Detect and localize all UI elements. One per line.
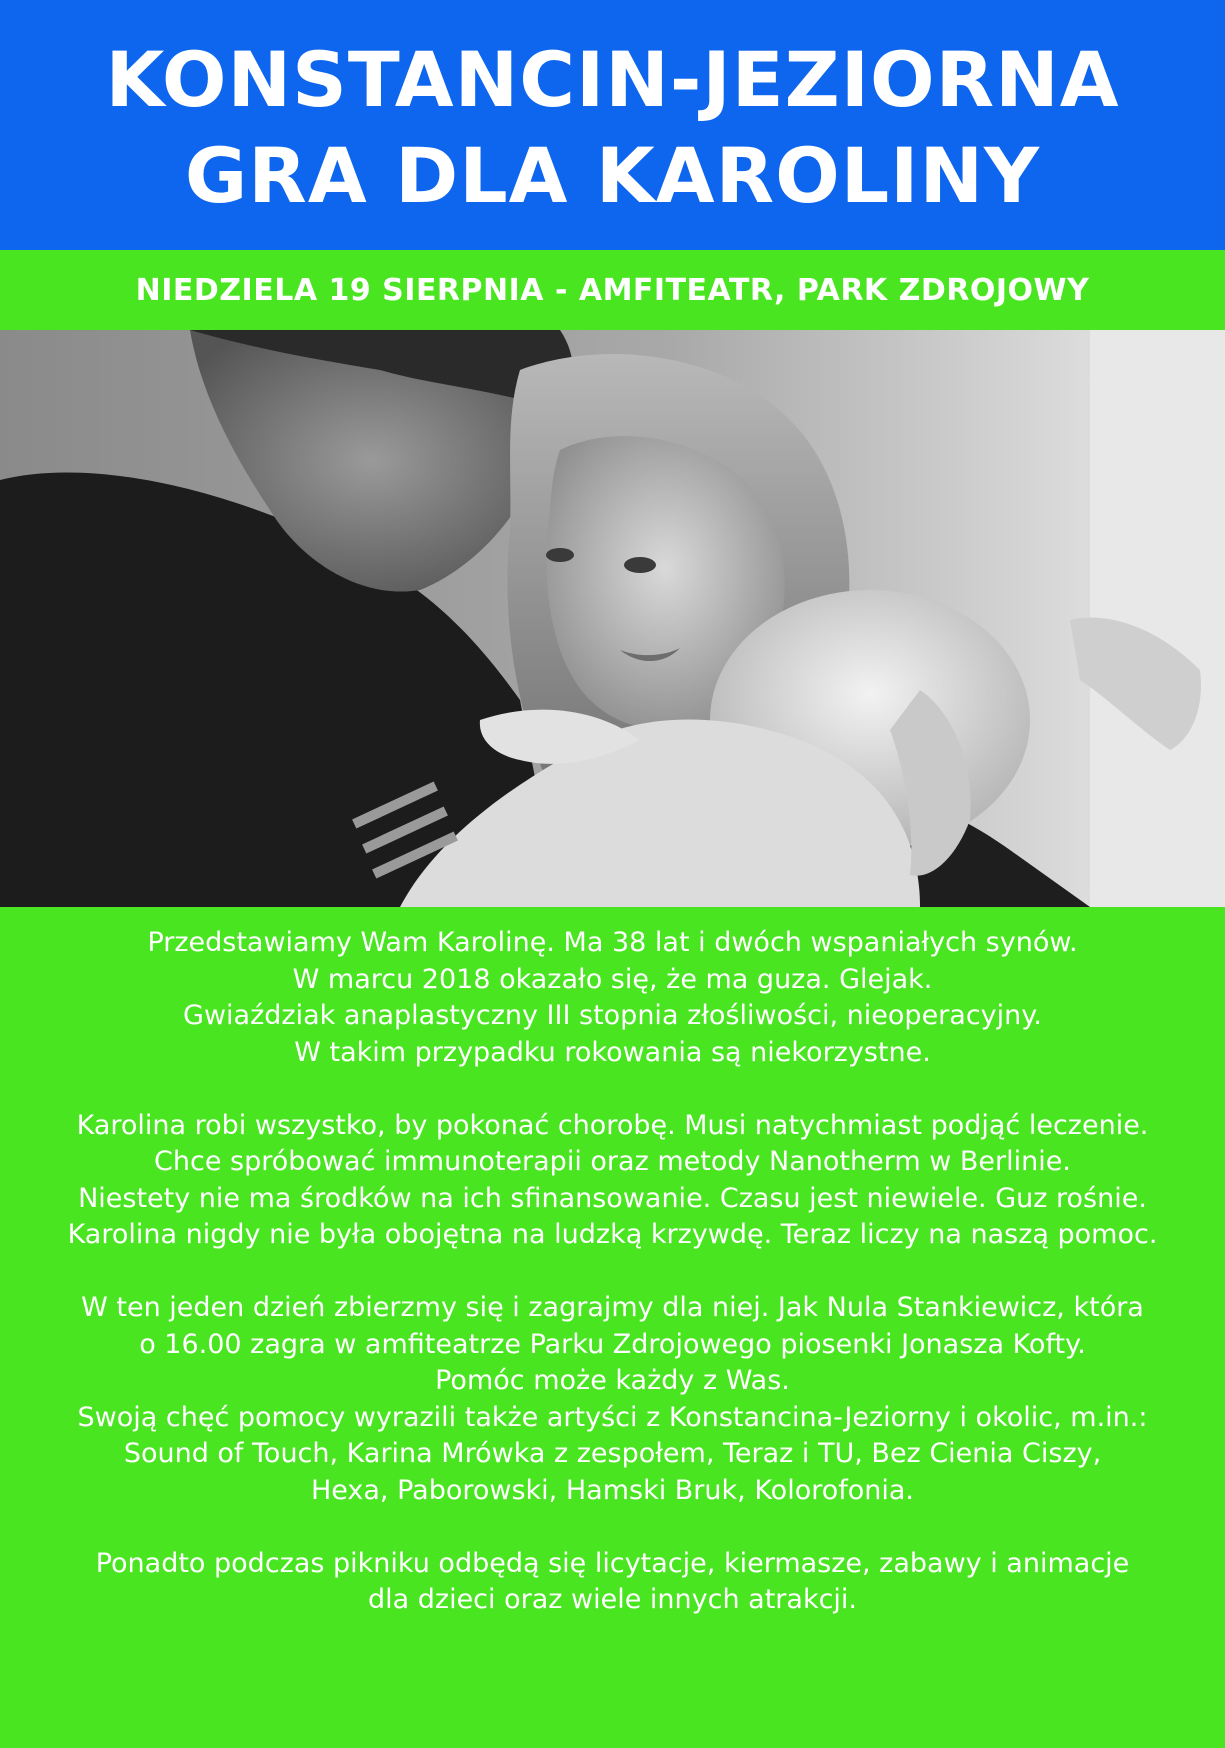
body-line: Gwiaździak anaplastyczny III stopnia złośliwości, nieoperacyjny. <box>183 1000 1042 1031</box>
body-line: Hexa, Paborowski, Hamski Bruk, Kolorofonia. <box>310 1474 915 1506</box>
header-banner <box>0 0 1225 250</box>
body-line: W takim przypadku rokowania są niekorzystne. <box>294 1036 931 1068</box>
body-line: Swoją chęć pomocy wyrazili także artyści z Konstancina-Jeziorny i okolic, m.in.: <box>77 1401 1148 1433</box>
title-line-1: KONSTANCIN-JEZIORNA <box>105 35 1120 124</box>
body-line: Chce spróbować immunoterapii oraz metody Nanotherm w Berlinie. <box>154 1146 1071 1177</box>
body-line: dla dzieci oraz wiele innych atrakcji. <box>367 1584 858 1615</box>
body-line: Ponadto podczas pikniku odbędą się licytacje, kiermasze, zabawy i animacje <box>95 1547 1130 1579</box>
description-text <box>0 925 1225 1619</box>
body-line: Karolina robi wszystko, by pokonać chorobę. Musi natychmiast podjąć leczenie. <box>76 1109 1149 1141</box>
body-line: o 16.00 zagra w amfiteatrze Parku Zdrojowego piosenki Jonasza Kofty. <box>139 1328 1086 1360</box>
body-line: W marcu 2018 okazało się, że ma guza. Glejak. <box>292 963 933 995</box>
body-line: W ten jeden dzień zbierzmy się i zagrajmy dla niej. Jak Nula Stankiewicz, która <box>81 1292 1144 1323</box>
body-line: Pomóc może każdy z Was. <box>435 1365 790 1396</box>
body-line: Sound of Touch, Karina Mrówka z zespołem, Teraz i TU, Bez Cienia Ciszy, <box>123 1438 1102 1469</box>
date-location-band <box>0 250 1225 330</box>
body-line: Karolina nigdy nie była obojętna na ludzką krzywdę. Teraz liczy na naszą pomoc. <box>67 1219 1158 1250</box>
body-line: Przedstawiamy Wam Karolinę. Ma 38 lat i dwóch wspaniałych synów. <box>147 927 1078 958</box>
title-line-2: GRA DLA KAROLINY <box>184 131 1041 220</box>
body-line: Niestety nie ma środków na ich sfinansowanie. Czasu jest niewiele. Guz rośnie. <box>78 1182 1147 1214</box>
date-location-text: NIEDZIELA 19 SIERPNIA - AMFITEATR, PARK ZDROJOWY <box>135 272 1090 308</box>
family-photo <box>0 330 1225 907</box>
